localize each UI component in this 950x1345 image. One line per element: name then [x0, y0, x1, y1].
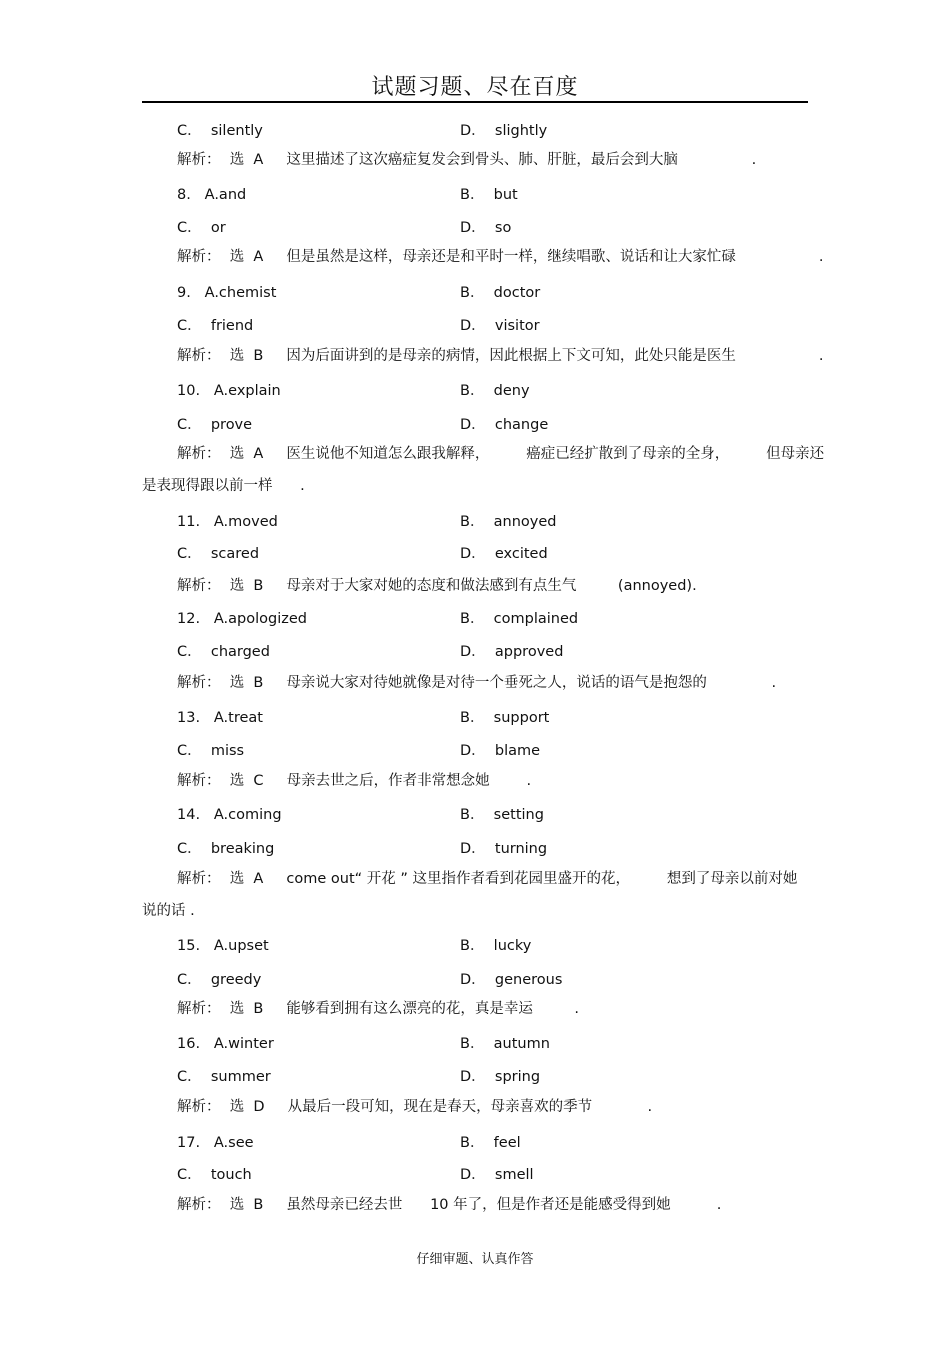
option-right: D． change: [460, 417, 549, 433]
explanation-line: 解析： 选 A 但是虽然是这样，母亲还是和平时一样，继续唱歌、说话和让大家忙碌 .: [177, 249, 824, 265]
option-right: B． autumn: [460, 1036, 550, 1052]
option-left: C． or: [177, 220, 226, 236]
option-left: C． charged: [177, 644, 270, 660]
option-right: B． lucky: [460, 938, 532, 954]
explanation-line: 解析： 选 B 因为后面讲到的是母亲的病情，因此根据上下文可知，此处只能是医生 .: [177, 348, 824, 364]
option-left: C． summer: [177, 1069, 271, 1085]
option-left: C． friend: [177, 318, 254, 334]
option-right: D． spring: [460, 1069, 541, 1085]
option-left: C． silently: [177, 123, 263, 139]
explanation-line: 解析： 选 B 能够看到拥有这么漂亮的花，真是幸运 .: [177, 1001, 580, 1017]
option-left: 8. A.and: [177, 187, 247, 203]
explanation-line: 解析： 选 A come out“ 开花 ” 这里指作者看到花园里盛开的花， 想到了母亲以前对她: [177, 871, 798, 887]
option-left: C． touch: [177, 1167, 252, 1183]
option-left: 15. A.upset: [177, 938, 269, 954]
explanation-line: 解析： 选 A 这里描述了这次癌症复发会到骨头、肺、肝脏，最后会到大脑 .: [177, 152, 757, 168]
option-right: B． setting: [460, 807, 544, 823]
option-right: B． but: [460, 187, 518, 203]
option-right: B． feel: [460, 1135, 521, 1151]
option-right: D． turning: [460, 841, 548, 857]
explanation-line: 解析： 选 C 母亲去世之后，作者非常想念她 .: [177, 773, 532, 789]
option-left: 10. A.explain: [177, 383, 281, 399]
option-left: 9. A.chemist: [177, 285, 277, 301]
explanation-line: 解析： 选 B 母亲说大家对待她就像是对待一个垂死之人，说话的语气是抱怨的 .: [177, 675, 777, 691]
option-left: 13. A.treat: [177, 710, 263, 726]
option-right: B． doctor: [460, 285, 541, 301]
explanation-line: 解析： 选 A 医生说他不知道怎么跟我解释， 癌症已经扩散到了母亲的全身， 但母亲还: [177, 446, 825, 462]
option-right: D． excited: [460, 546, 548, 562]
page-header-title: 试题习题、尽在百度: [371, 75, 579, 100]
option-left: C． breaking: [177, 841, 275, 857]
option-right: D． slightly: [460, 123, 548, 139]
option-right: B． annoyed: [460, 514, 557, 530]
option-left: 11. A.moved: [177, 514, 278, 530]
option-right: B． deny: [460, 383, 530, 399]
explanation-continuation: 说的话 .: [142, 903, 195, 919]
option-right: D． generous: [460, 972, 563, 988]
option-right: D． visitor: [460, 318, 540, 334]
option-right: D． so: [460, 220, 512, 236]
option-left: C． prove: [177, 417, 253, 433]
option-left: 12. A.apologized: [177, 611, 307, 627]
option-left: C． scared: [177, 546, 260, 562]
explanation-line: 解析： 选 D 从最后一段可知，现在是春天，母亲喜欢的季节 .: [177, 1099, 653, 1115]
option-right: B． complained: [460, 611, 579, 627]
page-footer: 仔细审题、认真作答: [416, 1252, 534, 1267]
option-left: 14. A.coming: [177, 807, 282, 823]
explanation-line: 解析： 选 B 母亲对于大家对她的态度和做法感到有点生气 (annoyed).: [177, 578, 697, 594]
option-left: 17. A.see: [177, 1135, 254, 1151]
option-left: C． miss: [177, 743, 245, 759]
explanation-continuation: 是表现得跟以前一样 .: [142, 478, 305, 494]
option-right: D． blame: [460, 743, 541, 759]
explanation-line: 解析： 选 B 虽然母亲已经去世 10 年了，但是作者还是能感受得到她 .: [177, 1197, 722, 1213]
option-left: C． greedy: [177, 972, 262, 988]
option-right: D． smell: [460, 1167, 534, 1183]
option-right: B． support: [460, 710, 550, 726]
option-right: D． approved: [460, 644, 564, 660]
option-left: 16. A.winter: [177, 1036, 274, 1052]
